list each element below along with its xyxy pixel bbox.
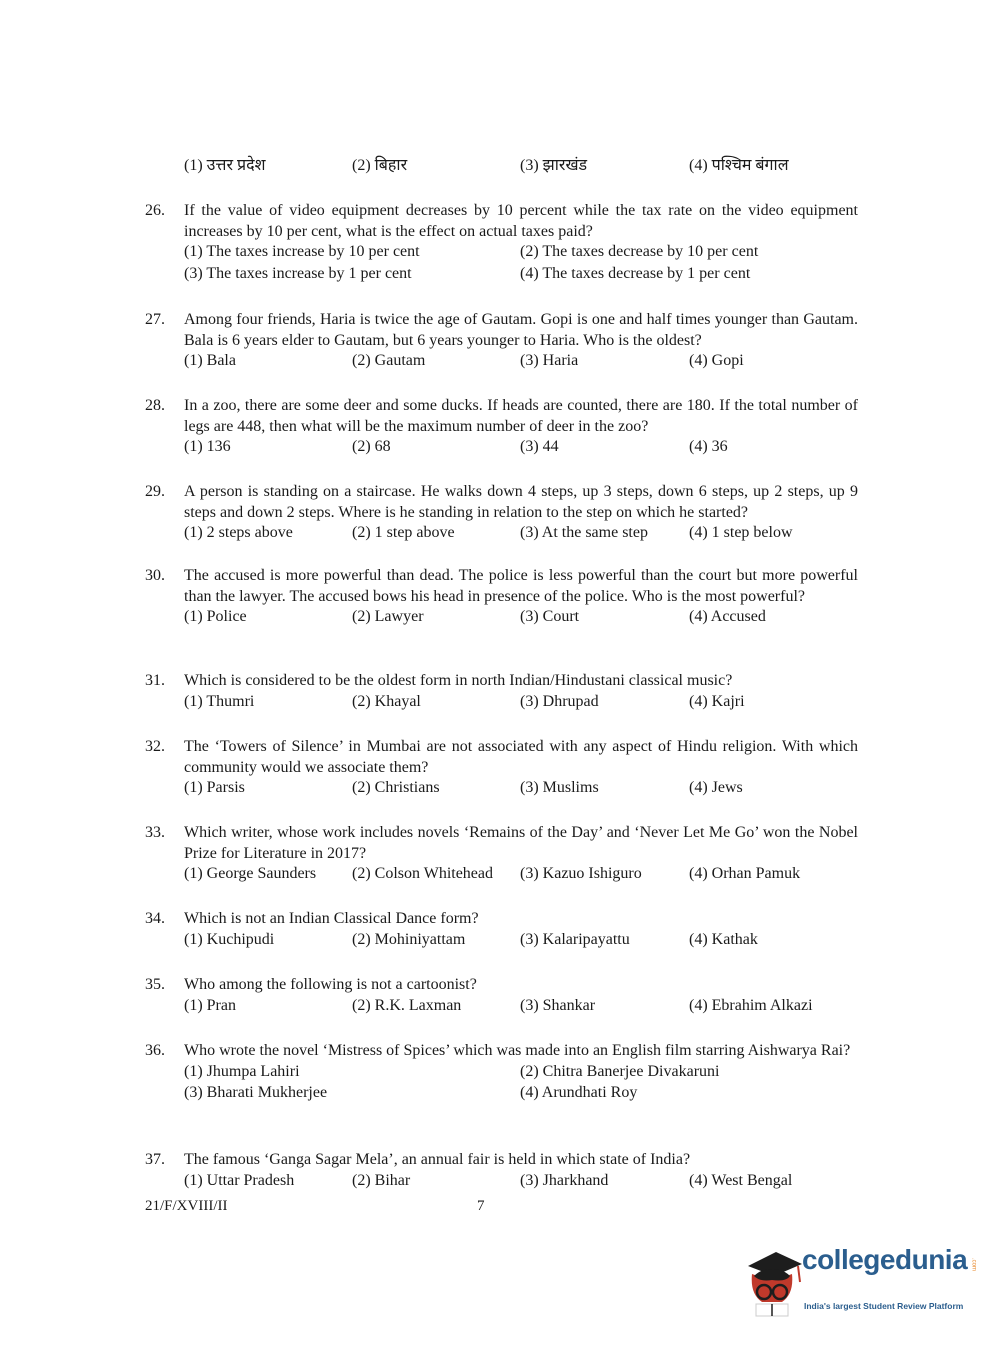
- question-options: [184, 778, 858, 799]
- option: (3) Jharkhand: [520, 1171, 609, 1189]
- option: (2) Chitra Banerjee Divakaruni: [520, 1062, 720, 1080]
- question-37: [145, 1150, 858, 1192]
- option: (3) Kazuo Ishiguro: [520, 865, 642, 882]
- question-text: Which writer, whose work includes novels ‘Remains of the Day’ and ‘Never Let Me Go’ won the Nobel Prize for Literature in 2017?: [184, 824, 858, 862]
- option: (4) पश्चिम बंगाल: [689, 157, 789, 174]
- option: (2) Colson Whitehead: [352, 865, 494, 882]
- question-34: [145, 909, 858, 951]
- option: (4) Orhan Pamuk: [689, 865, 801, 882]
- question-text: Among four friends, Haria is twice the age of Gautam. Gopi is one and half times younger than Gautam. Bala is 6 years elder to Gautam, but 6 years younger to Haria. Who is the oldest?: [184, 311, 858, 349]
- option: (2) R.K. Laxman: [352, 996, 462, 1014]
- option: (2) Bihar: [352, 1171, 411, 1189]
- question-number: 33.: [145, 824, 165, 841]
- option: (3) At the same step: [520, 524, 648, 541]
- option: (1) 136: [184, 438, 231, 455]
- option: (4) The taxes decrease by 1 per cent: [520, 264, 751, 282]
- question-36: [145, 1041, 858, 1104]
- option: (2) Khayal: [352, 692, 421, 710]
- option: (4) 36: [689, 438, 728, 455]
- question-number: 35.: [145, 976, 165, 993]
- question-options: [184, 242, 858, 284]
- question-30: [145, 566, 858, 628]
- option: (3) Shankar: [520, 996, 596, 1014]
- question-number: 27.: [145, 311, 165, 328]
- question-text: Which is considered to be the oldest form in north Indian/Hindustani classical music?: [184, 672, 733, 689]
- option: (4) Ebrahim Alkazi: [689, 996, 813, 1014]
- question-31: [145, 671, 858, 713]
- option: (4) 1 step below: [689, 524, 793, 541]
- question-text: A person is standing on a staircase. He walks down 4 steps, up 3 steps, down 6 steps, up 2 steps, up 9 steps and down 2 steps. Where is he standing in relation to the step on which he started?: [184, 483, 858, 521]
- option: (3) Muslims: [520, 779, 599, 796]
- question-number: 26.: [145, 202, 165, 219]
- question-number: 29.: [145, 483, 165, 500]
- question-number: 32.: [145, 738, 165, 755]
- question-number: 36.: [145, 1042, 165, 1059]
- option: (3) 44: [520, 438, 559, 455]
- question-28: [145, 396, 858, 458]
- previous-question-options: [184, 156, 864, 177]
- question-29: [145, 482, 858, 544]
- option: (4) Arundhati Roy: [520, 1084, 638, 1101]
- logo-wordmark: collegedunia: [802, 1244, 968, 1275]
- question-number: 34.: [145, 910, 165, 927]
- option: (1) Thumri: [184, 692, 255, 710]
- option: (1) Parsis: [184, 779, 245, 796]
- option: (3) Court: [520, 608, 580, 625]
- option: (4) Kajri: [689, 692, 745, 710]
- question-options: [184, 692, 858, 713]
- paper-code: 21/F/XVIII/II: [145, 1198, 228, 1214]
- option: (1) Bala: [184, 352, 236, 369]
- option: (1) Uttar Pradesh: [184, 1171, 295, 1189]
- question-options: [184, 523, 858, 544]
- option: (2) 1 step above: [352, 524, 455, 541]
- option: (3) Kalaripayattu: [520, 930, 630, 948]
- question-options: [184, 1062, 858, 1104]
- question-options: [184, 607, 858, 628]
- question-text: Who among the following is not a cartoonist?: [184, 976, 477, 993]
- question-number: 30.: [145, 567, 165, 584]
- question-options: [184, 996, 858, 1017]
- option: (3) The taxes increase by 1 per cent: [184, 264, 412, 282]
- option: (4) Kathak: [689, 930, 758, 948]
- option: (3) झारखंड: [520, 157, 588, 174]
- option: (3) Bharati Mukherjee: [184, 1084, 328, 1101]
- option: (1) George Saunders: [184, 865, 317, 882]
- option: (1) Kuchipudi: [184, 930, 275, 948]
- page-number: 7: [477, 1198, 485, 1214]
- question-27: [145, 310, 858, 372]
- option: (2) बिहार: [352, 157, 408, 174]
- option: (4) Accused: [689, 608, 766, 625]
- option: (1) Pran: [184, 996, 236, 1014]
- question-options: [184, 864, 858, 885]
- option: (2) Lawyer: [352, 608, 424, 625]
- question-text: Which is not an Indian Classical Dance form?: [184, 910, 479, 927]
- option: (2) Christians: [352, 779, 440, 796]
- question-options: [184, 1171, 858, 1192]
- option: (4) West Bengal: [689, 1171, 793, 1189]
- option: (4) Gopi: [689, 352, 744, 369]
- question-text: Who wrote the novel ‘Mistress of Spices’ which was made into an English film starring Aishwarya Rai?: [184, 1042, 851, 1059]
- question-text: In a zoo, there are some deer and some ducks. If heads are counted, there are 180. If the total number of legs are 448, then what will be the maximum number of deer in the zoo?: [184, 397, 858, 435]
- option: (1) 2 steps above: [184, 524, 293, 541]
- question-options: [184, 930, 858, 951]
- question-32: [145, 737, 858, 799]
- collegedunia-logo: [742, 1244, 977, 1324]
- question-text: If the value of video equipment decreases by 10 percent while the tax rate on the video equipment increases by 10 per cent, what is the effect on actual taxes paid?: [184, 202, 858, 240]
- question-number: 37.: [145, 1151, 165, 1168]
- option: (3) Haria: [520, 352, 579, 369]
- option: (2) Mohiniyattam: [352, 930, 466, 948]
- question-26: [145, 201, 858, 284]
- mascot-icon: [742, 1248, 804, 1318]
- option: (1) The taxes increase by 10 per cent: [184, 243, 420, 260]
- logo-domain: .com: [970, 1258, 977, 1272]
- option: (4) Jews: [689, 779, 743, 796]
- option: (2) 68: [352, 438, 391, 455]
- logo-tagline: India's largest Student Review Platform: [804, 1301, 964, 1311]
- question-options: [184, 437, 858, 458]
- question-number: 28.: [145, 397, 165, 414]
- option: (3) Dhrupad: [520, 692, 599, 710]
- question-options: [184, 351, 858, 372]
- option: (1) Police: [184, 608, 247, 625]
- option: (2) Gautam: [352, 352, 426, 369]
- question-text: The accused is more powerful than dead. The police is less powerful than the court but more powerful than the lawyer. The accused bows his head in presence of the police. Who is the most powerful?: [184, 567, 858, 605]
- option: (2) The taxes decrease by 10 per cent: [520, 243, 759, 260]
- question-text: The famous ‘Ganga Sagar Mela’, an annual fair is held in which state of India?: [184, 1151, 691, 1168]
- option: (1) उत्तर प्रदेश: [184, 157, 266, 174]
- question-number: 31.: [145, 672, 165, 689]
- option: (1) Jhumpa Lahiri: [184, 1062, 300, 1080]
- question-33: [145, 823, 858, 885]
- question-text: The ‘Towers of Silence’ in Mumbai are not associated with any aspect of Hindu religion. With which community would we associate them?: [184, 738, 858, 776]
- question-35: [145, 975, 858, 1017]
